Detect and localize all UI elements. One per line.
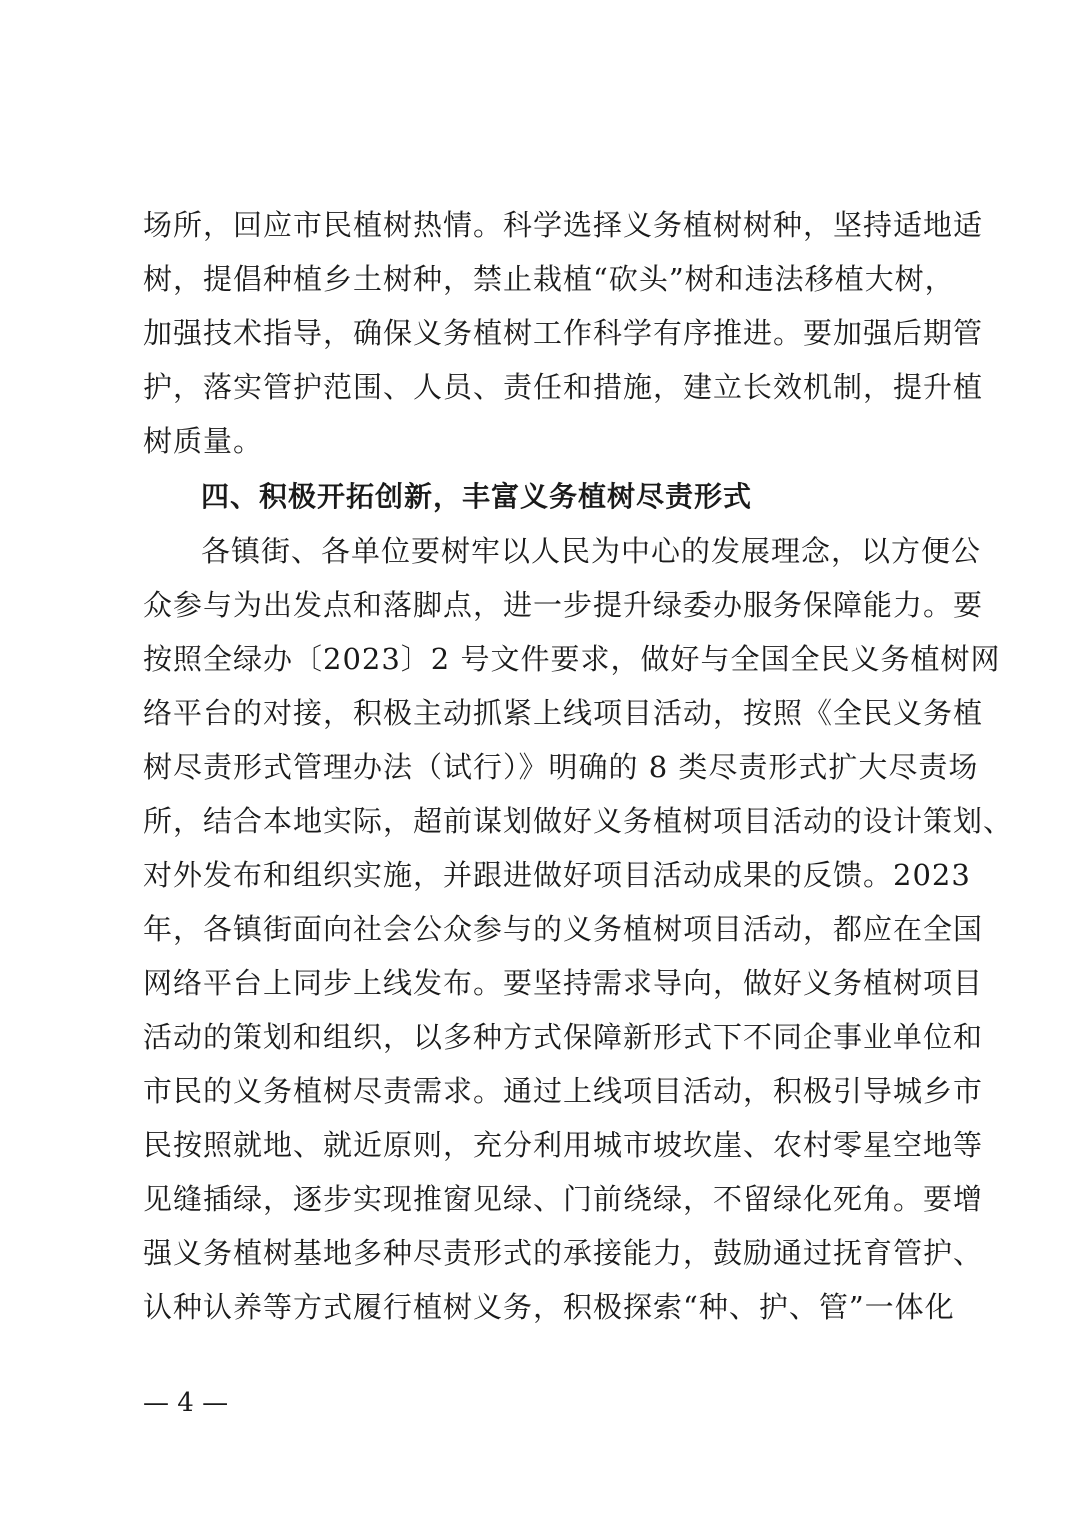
text-line: 各镇街、各单位要树牢以人民为中心的发展理念，以方便公 bbox=[201, 534, 982, 568]
text-line: 市民的义务植树尽责需求。通过上线项目活动，积极引导城乡市 bbox=[143, 1074, 984, 1108]
text-line: 树质量。 bbox=[143, 424, 264, 458]
text-line: 见缝插绿，逐步实现推窗见绿、门前绕绿，不留绿化死角。要增 bbox=[143, 1182, 984, 1216]
text-line: 络平台的对接，积极主动抓紧上线项目活动，按照《全民义务植 bbox=[143, 696, 984, 730]
text-line: 树，提倡种植乡土树种，禁止栽植“砍头”树和违法移植大树， bbox=[143, 262, 955, 296]
page-number: — 4 — bbox=[143, 1388, 229, 1418]
section-heading: 四、积极开拓创新，丰富义务植树尽责形式 bbox=[201, 480, 753, 513]
text-line: 场所，回应市民植树热情。科学选择义务植树树种，坚持适地适 bbox=[143, 208, 984, 242]
text-line: 加强技术指导，确保义务植树工作科学有序推进。要加强后期管 bbox=[143, 316, 984, 350]
text-line: 众参与为出发点和落脚点，进一步提升绿委办服务保障能力。要 bbox=[143, 588, 984, 622]
text-line: 树尽责形式管理办法（试行）》明确的 8 类尽责形式扩大尽责场 bbox=[143, 750, 979, 784]
text-line: 强义务植树基地多种尽责形式的承接能力，鼓励通过抚育管护、 bbox=[143, 1236, 984, 1270]
text-line: 认种认养等方式履行植树义务，积极探索“种、护、管”一体化 bbox=[143, 1290, 955, 1324]
text-line: 民按照就地、就近原则，充分利用城市坡坎崖、农村零星空地等 bbox=[143, 1128, 984, 1162]
text-line: 活动的策划和组织，以多种方式保障新形式下不同企事业单位和 bbox=[143, 1020, 984, 1054]
text-line: 所，结合本地实际，超前谋划做好义务植树项目活动的设计策划、 bbox=[143, 804, 1014, 838]
text-line: 对外发布和组织实施，并跟进做好项目活动成果的反馈。2023 bbox=[143, 858, 971, 892]
text-line: 按照全绿办〔2023〕2 号文件要求，做好与全国全民义务植树网 bbox=[143, 642, 1001, 676]
text-line: 护，落实管护范围、人员、责任和措施，建立长效机制，提升植 bbox=[143, 370, 984, 404]
body-text bbox=[143, 200, 1014, 1336]
text-line: 年，各镇街面向社会公众参与的义务植树项目活动，都应在全国 bbox=[143, 912, 984, 946]
text-line: 网络平台上同步上线发布。要坚持需求导向，做好义务植树项目 bbox=[143, 966, 984, 1000]
